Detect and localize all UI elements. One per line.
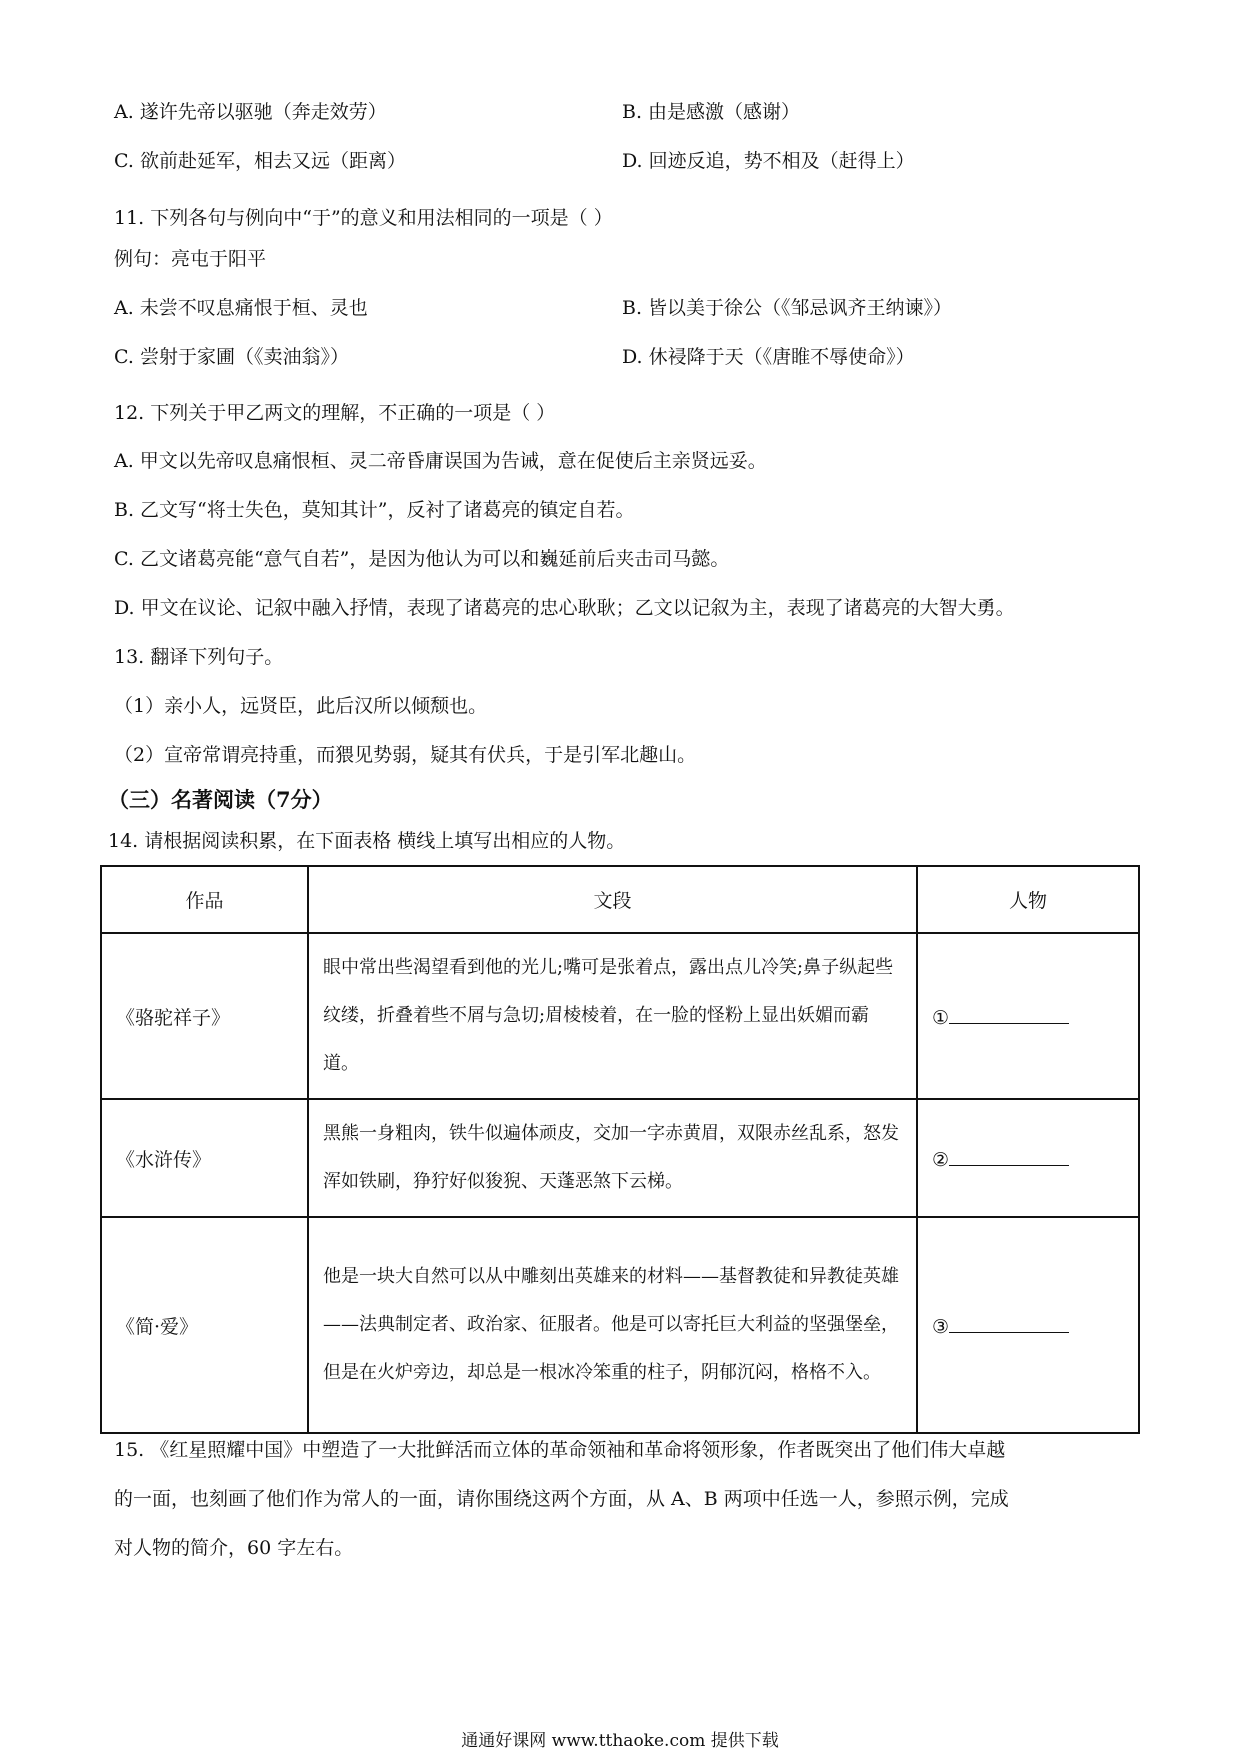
q15-line-2: 的一面，也刻画了他们作为常人的一面，请你围绕这两个方面，从 A、B 两项中任选一人，参照示例，完成: [114, 1488, 1009, 1510]
header-work: 作品: [101, 866, 308, 933]
q10-option-d: D. 回迹反追，势不相及（赶得上）: [622, 150, 915, 172]
q13-sentence-2: （2）宣帝常谓亮持重，而猥见势弱，疑其有伏兵，于是引军北趣山。: [114, 744, 697, 766]
q15-line-3: 对人物的简介，60 字左右。: [114, 1537, 354, 1559]
q11-example: 例句：亮屯于阳平: [114, 248, 267, 270]
blank-marker: ③: [932, 1316, 950, 1338]
answer-blank[interactable]: [949, 1312, 1069, 1333]
section-heading: （三）名著阅读（7分）: [108, 787, 333, 812]
person-cell: [917, 1099, 1139, 1217]
table-row: [101, 1217, 1139, 1433]
q12-option-d: D. 甲文在议论、记叙中融入抒情，表现了诸葛亮的忠心耿耿；乙文以记叙为主，表现了诸葛亮的大智大勇。: [114, 597, 1015, 619]
work-cell: 《水浒传》: [101, 1099, 308, 1217]
table-row: [101, 933, 1139, 1099]
q11-option-d: D. 休祲降于天（《唐睢不辱使命》）: [622, 346, 915, 368]
blank-marker: ②: [932, 1149, 950, 1171]
q13-sentence-1: （1）亲小人，远贤臣，此后汉所以倾颓也。: [114, 695, 488, 717]
q11-option-c: C. 尝射于家圃（《卖油翁》）: [114, 346, 349, 368]
reading-table: [100, 865, 1140, 1434]
header-person: 人物: [917, 866, 1139, 933]
answer-blank[interactable]: [949, 1003, 1069, 1024]
q15-line-1: 15. 《红星照耀中国》中塑造了一大批鲜活而立体的革命领袖和革命将领形象，作者既突出了他们伟大卓越: [114, 1439, 1006, 1461]
q12-option-c: C. 乙文诸葛亮能“意气自若”，是因为他认为可以和巍延前后夹击司马懿。: [114, 548, 730, 570]
passage-cell: 眼中常出些渴望看到他的光儿;嘴可是张着点，露出点儿冷笑;鼻子纵起些纹缕，折叠着些不屑与急切;眉棱棱着，在一脸的怪粉上显出妖媚而霸道。: [308, 933, 917, 1099]
q12-stem: 12. 下列关于甲乙两文的理解，不正确的一项是（ ）: [114, 402, 556, 424]
person-cell: [917, 1217, 1139, 1433]
q10-option-a: A. 遂许先帝以驱驰（奔走效劳）: [114, 101, 387, 123]
q14-stem: 14. 请根据阅读积累，在下面表格 横线上填写出相应的人物。: [108, 830, 626, 852]
work-cell: 《简·爱》: [101, 1217, 308, 1433]
passage-cell: 他是一块大自然可以从中雕刻出英雄来的材料——基督教徒和异教徒英雄——法典制定者、政治家、征服者。他是可以寄托巨大利益的坚强堡垒，但是在火炉旁边，却总是一根冰冷笨重的柱子，阴郁沉闷，格格不入。: [308, 1217, 917, 1433]
table-row: [101, 1099, 1139, 1217]
answer-blank[interactable]: [949, 1145, 1069, 1166]
q10-option-c: C. 欲前赴延军，相去又远（距离）: [114, 150, 406, 172]
blank-marker: ①: [932, 1007, 950, 1029]
q11-stem: 11. 下列各句与例向中“于”的意义和用法相同的一项是（ ）: [114, 207, 613, 229]
work-cell: 《骆驼祥子》: [101, 933, 308, 1099]
passage-cell: 黑熊一身粗肉，铁牛似遍体顽皮，交加一字赤黄眉，双限赤丝乱系，怒发浑如铁刷，狰狞好似狻猊、天蓬恶煞下云梯。: [308, 1099, 917, 1217]
person-cell: [917, 933, 1139, 1099]
q11-option-b: B. 皆以美于徐公（《邹忌讽齐王纳谏》）: [622, 297, 953, 319]
header-passage: 文段: [308, 866, 917, 933]
q12-option-b: B. 乙文写“将士失色，莫知其计”，反衬了诸葛亮的镇定自若。: [114, 499, 635, 521]
page-footer: 通通好课网 www.tthaoke.com 提供下载: [461, 1731, 779, 1751]
q13-stem: 13. 翻译下列句子。: [114, 646, 284, 668]
q10-option-b: B. 由是感激（感谢）: [622, 101, 801, 123]
q11-option-a: A. 未尝不叹息痛恨于桓、灵也: [114, 297, 368, 319]
q12-option-a: A. 甲文以先帝叹息痛恨桓、灵二帝昏庸误国为告诫，意在促使后主亲贤远妥。: [114, 450, 767, 472]
table-header-row: [101, 866, 1139, 933]
